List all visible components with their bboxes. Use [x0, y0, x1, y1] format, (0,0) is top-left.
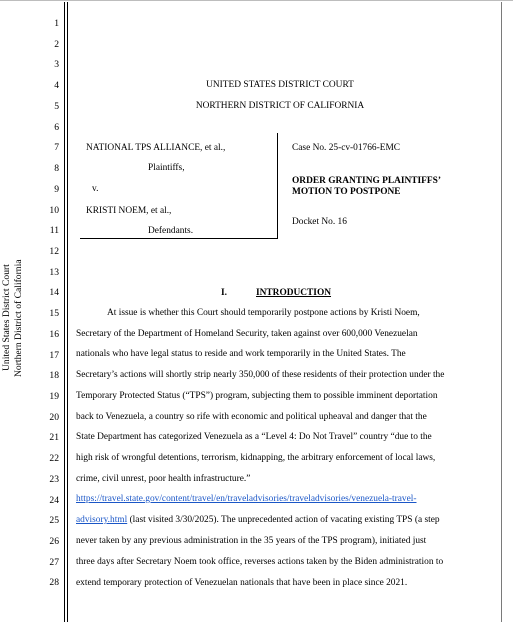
line-number: 9 — [54, 183, 59, 195]
plaintiff-role: Plaintiffs, — [148, 163, 185, 173]
line-number: 26 — [49, 536, 59, 547]
line-number: 14 — [49, 287, 59, 299]
page-top-edge — [0, 0, 513, 1]
line-number: 13 — [49, 266, 59, 278]
body-line-15: At issue is whether this Court should temporarily postpone actions by Kristi Noem, — [107, 308, 420, 318]
versus: v. — [92, 184, 99, 194]
left-margin-rule-inner — [67, 2, 68, 622]
body-line-22: high risk of wrongful detentions, terrorism, kidnapping, the arbitrary enforcement of local laws, — [76, 453, 436, 463]
line-number: 20 — [49, 411, 59, 423]
court-name: UNITED STATES DISTRICT COURT — [206, 80, 354, 90]
line-number: 24 — [49, 494, 59, 506]
court-district: NORTHERN DISTRICT OF CALIFORNIA — [195, 101, 365, 111]
caption-bottom-rule — [80, 238, 278, 239]
line-number: 17 — [49, 349, 59, 361]
line-number: 4 — [54, 80, 59, 92]
line-number: 27 — [49, 556, 59, 568]
line-number: 2 — [54, 38, 59, 50]
line-number: 12 — [49, 245, 59, 257]
sidebar-line-1: United States District Court — [1, 264, 12, 372]
docket-number: Docket No. 16 — [292, 217, 347, 227]
line-number: 10 — [49, 204, 59, 216]
defendant-name: KRISTI NOEM, et al., — [86, 206, 172, 216]
line-number: 22 — [49, 453, 59, 465]
line-number: 5 — [54, 100, 59, 112]
section-number: I. — [221, 288, 227, 298]
travel-advisory-link-continued[interactable]: advisory.html — [76, 515, 128, 525]
line-number: 19 — [49, 391, 59, 402]
line-number: 16 — [49, 328, 59, 340]
body-line-20: back to Venezuela, a country so rife with economic and political upheaval and danger that the — [76, 412, 427, 422]
court-sidebar-label — [1, 252, 37, 384]
line-number: 15 — [49, 308, 59, 320]
travel-advisory-link[interactable]: https://travel.state.gov/content/travel/en/traveladvisories/traveladvisories/venezuela-travel- — [76, 494, 417, 504]
line-number: 3 — [54, 59, 59, 71]
right-margin-rule — [501, 2, 502, 622]
defendant-role: Defendants. — [148, 226, 194, 236]
case-number: Case No. 25-cv-01766-EMC — [292, 143, 401, 153]
line-number: 21 — [49, 432, 59, 444]
body-line-24 — [76, 494, 417, 504]
body-line-16: Secretary of the Department of Homeland Security, taken against over 600,000 Venezuelan — [76, 329, 418, 339]
order-title-line-1: ORDER GRANTING PLAINTIFFS’ — [292, 176, 441, 186]
plaintiff-name: NATIONAL TPS ALLIANCE, et al., — [86, 143, 226, 153]
line-number: 7 — [54, 142, 59, 154]
line-number: 23 — [49, 473, 59, 485]
body-line-26: never taken by any previous administration in the 35 years of the TPS program), initiated just — [76, 536, 427, 546]
line-number: 11 — [49, 225, 59, 237]
line-number: 28 — [49, 577, 59, 589]
line-number: 18 — [49, 370, 59, 382]
body-line-17: nationals who have legal status to reside and work temporarily in the United States. The — [76, 349, 406, 359]
body-line-25 — [76, 515, 440, 525]
line-number: 25 — [49, 515, 59, 527]
body-line-23: crime, civil unrest, poor health infrastructure.” — [76, 474, 251, 484]
body-line-18: Secretary’s actions will shortly strip nearly 350,000 of these residents of their protection under the — [76, 370, 445, 380]
body-line-27: three days after Secretary Noem took office, reverses actions taken by the Biden administration to — [76, 557, 444, 567]
line-number: 6 — [54, 121, 59, 133]
caption-vertical-rule — [277, 133, 278, 239]
body-line-25-text: (last visited 3/30/2025). The unprecedented action of vacating existing TPS (a step — [127, 515, 440, 525]
section-title: INTRODUCTION — [256, 288, 332, 298]
body-line-19: Temporary Protected Status (“TPS”) program, subjecting them to possible imminent deportation — [76, 391, 438, 401]
left-margin-rule — [64, 2, 65, 622]
body-line-21: State Department has categorized Venezuela as a “Level 4: Do Not Travel” country “due to the — [76, 432, 432, 442]
line-number: 8 — [54, 163, 59, 174]
sidebar-line-2: Northern District of California — [13, 259, 24, 377]
line-number: 1 — [54, 18, 59, 29]
order-title-line-2: MOTION TO POSTPONE — [292, 187, 401, 197]
body-line-28: extend temporary protection of Venezuelan nationals that have been in place since 2021. — [76, 578, 408, 588]
